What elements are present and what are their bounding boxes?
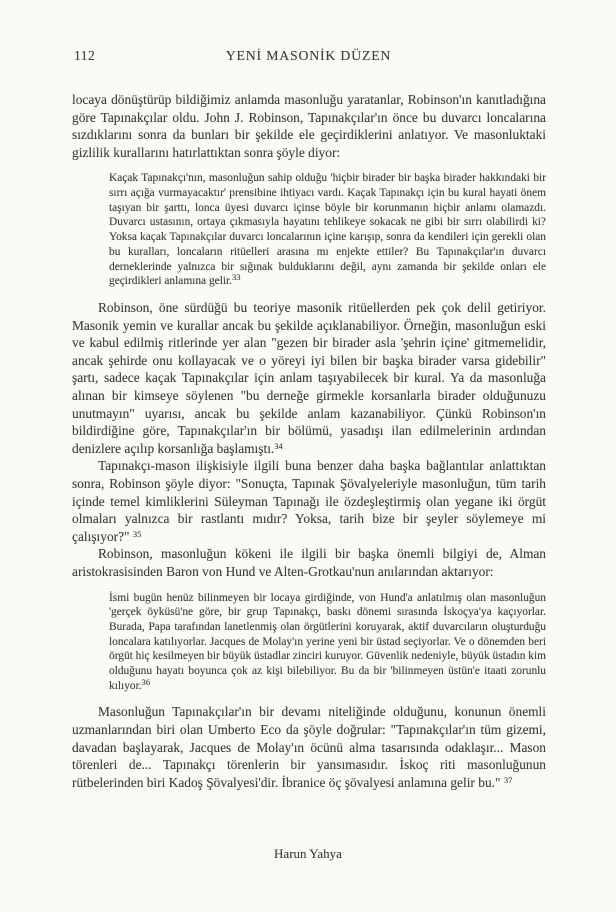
paragraph-text: İsmi bugün henüz bilinmeyen bir locaya girdiğinde, von Hund'a anlatılmış olan masonluğun 'gerçek öyküsü'ne göre, bir grup Tapınakçı, baskı dönemi sırasında İskoçya'ya kaçıyorlar. Burada, Papa tarafından lanetlenmiş olan örgütlerini koruyarak, aktif duvarcıların oluşturduğu loncalara katılıyorlar. Jacques de Molay'ın yerine yeni bir üstad seçiyorlar. Ve o dönemden beri örgüt hiç kesilmeyen bir büyük üstadlar zinciri kuruyor. Güvenlik nedeniyle, büyük üstadın kim olduğunu hayatı boyunca çok az kişi bilebiliyor. Bu da bir 'bilinmeyen üstün'e itaati zorunlu kılıyor. — [109, 591, 546, 692]
paragraph-text: locaya dönüştürüp bildiğimiz anlamda masonluğu yaratanlar, Robinson'ın kanıtladığına göre Tapınakçılar oldu. John J. Robinson, Tapınakçılar'ın önce bu duvarcı loncalarına sızdıklarını sonra da bunları bir şekilde ele geçirdiklerini anlatıyor. Ve masonluktaki gizlilik kurallarını hatırlattıktan sonra şöyle diyor: — [72, 92, 546, 160]
paragraph-text: Tapınakçı-mason ilişkisiyle ilgili buna benzer daha başka bağlantılar anlattıktan sonra, Robinson şöyle diyor: "Sonuçta, Tapınak Şövalyeleriyle masonluğun, tüm tarih içinde temel kimliklerini Süleyman Tapınağı ile özdeşleştirmiş olan yegane iki örgüt olmaları yalnızca bir rastlantı mıdır? Yoksa, tarih bize bir şeyler söylemeye mi çalışıyor?" — [72, 458, 546, 544]
page-footer — [0, 846, 616, 862]
body-paragraph — [72, 91, 546, 161]
page-header — [72, 48, 545, 66]
paragraph-text: Robinson, öne sürdüğü bu teoriye masonik ritüellerden pek çok delil getiriyor. Masonik yemin ve kurallar ancak bu şekilde açıklanabiliyor. Örneğin, masonluğun eski ve kabul edilmiş ritlerinde yer alan "gezen bir birader asla 'şehrin içine' gitmemelidir, ancak şehirde onu kollayacak ve o yöreyi iyi bilen bir başka birader varsa gidebilir" şartı, sadece kaçak Tapınakçılar için anlam taşıyabilecek bir kural. Ya da masonluğa alınan bir kimseye söylenen "bu derneğe girmekle korsanlarla birader olduğunuzu unutmayın" uyarısı, ancak bu şekilde anlam kazanabiliyor. Çünkü Robinson'ın bildirdiğine göre, Tapınakçılar'ın bir bölümü, yasadışı ilan edilmelerinin ardından denizlere açılıp korsanlığa başlamıştı. — [72, 300, 546, 456]
running-title: YENİ MASONİK DÜZEN — [225, 48, 392, 63]
paragraph-text: Kaçak Tapınakçı'nın, masonluğun sahip olduğu 'hiçbir birader bir başka birader hakkındaki bir sırrı açığa vurmayacaktır' prensibine ihtiyacı vardı. Kaçak Tapınakçı için bu kural hayati önem taşıyan bir şarttı, lonca üyesi duvarcı içinse böyle bir korunmanın hiçbir anlamı olamazdı. Duvarcı ustasının, ortaya çıkmasıyla hayatını tehlikeye sokacak ne gibi bir sırrı olabilirdi ki? Yoksa kaçak Tapınakçılar duvarcı loncalarının içine karışıp, sonra da kendileri için gerekli olan bu kuralları, loncaların ritüelleri arasına mı enjekte ettiler? Bu Tapınakçılar'ın duvarcı derneklerinde yalnızca bir sığınak bulduklarını değil, aynı zamanda bir şekilde onları ele geçirdikleri anlamına gelir. — [109, 172, 546, 288]
paragraph-text: Masonluğun Tapınakçılar'ın bir devamı niteliğinde olduğunu, konunun önemli uzmanlarından biri olan Umberto Eco da şöyle doğrular: "Tapınakçılar'ın tüm gizemi, davadan başlayarak, Jacques de Molay'ın öcünü alma tasarısında odaklaşır... Mason törenleri de... Tapınakçı törenlerin bir yansımasıdır. İskoç riti masonluğunun rütbelerinden biri Kadoş Şövalyesi'dir. İbranice öç şövalyesi anlamına gelir bu." — [72, 704, 546, 790]
block-quote — [109, 591, 546, 694]
body-paragraph — [72, 299, 546, 457]
paragraph-text: Robinson, masonluğun kökeni ile ilgili bir başka önemli bilgiyi de, Alman aristokrasisinden Baron von Hund ve Alten-Grotkau'nun anılarından aktarıyor: — [72, 546, 546, 579]
author-name: Harun Yahya — [274, 846, 342, 861]
body-paragraph — [72, 457, 546, 545]
footnote-marker: 35 — [132, 528, 142, 539]
footnote-marker: 34 — [274, 440, 283, 451]
body-paragraph — [72, 703, 546, 791]
page-body — [72, 91, 546, 791]
block-quote — [109, 171, 546, 289]
footnote-marker: 36 — [141, 676, 151, 687]
body-paragraph — [72, 545, 546, 580]
footnote-marker: 37 — [503, 774, 513, 785]
footnote-marker: 33 — [232, 272, 241, 283]
page-number: 112 — [74, 48, 96, 63]
